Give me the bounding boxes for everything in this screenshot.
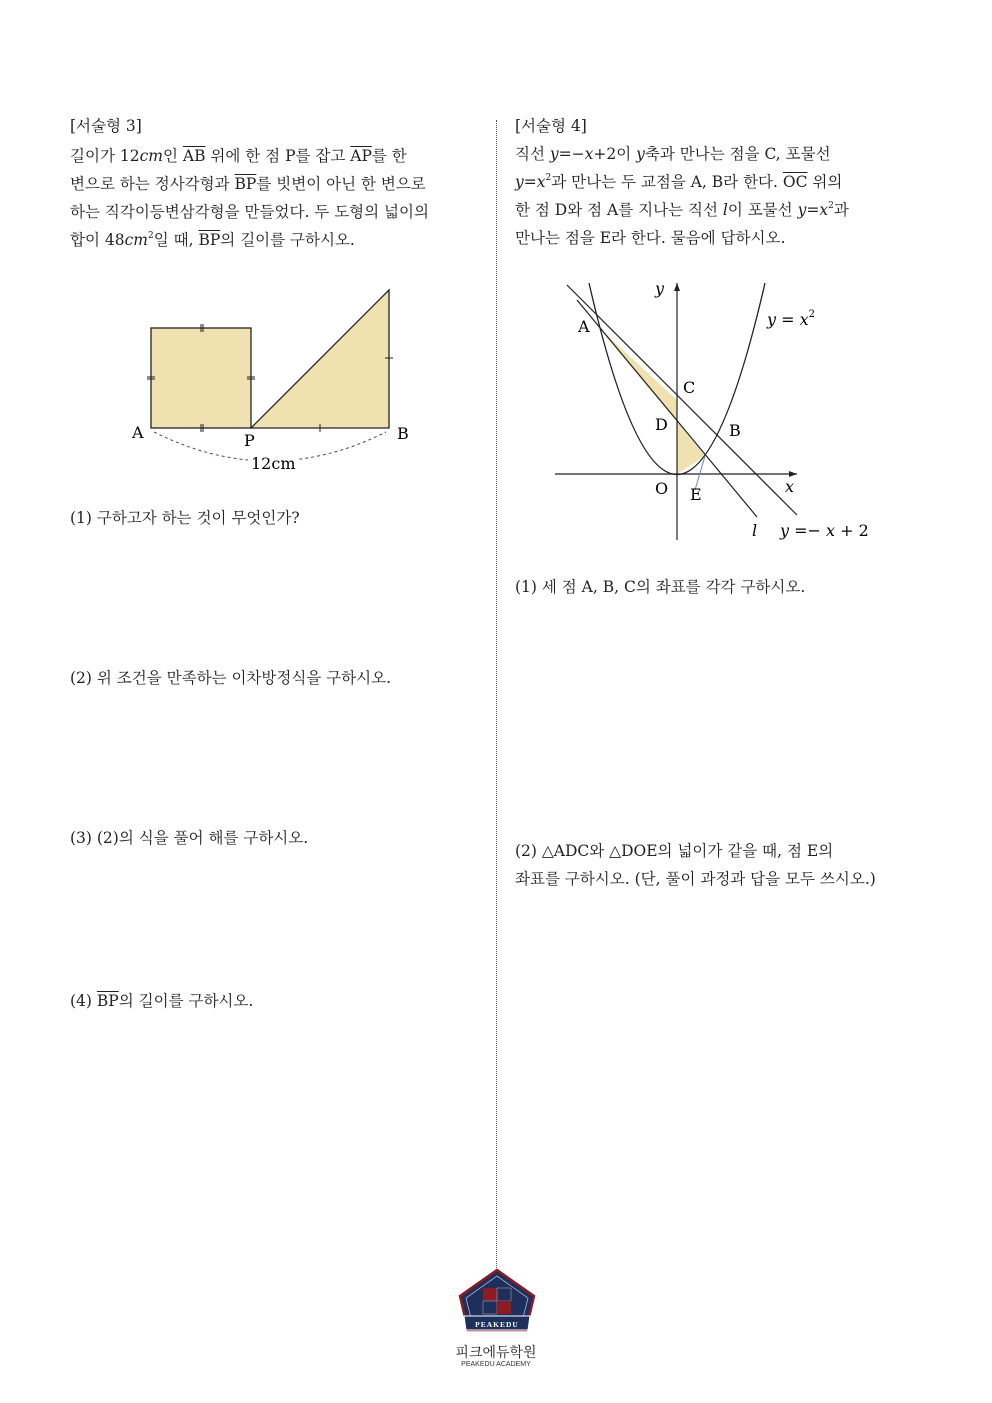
var: y xyxy=(636,145,645,163)
segment-bp: $\overline{BP}$ xyxy=(198,231,221,249)
point-a-label: A xyxy=(578,317,590,336)
text: 인 xyxy=(162,147,183,165)
var: x xyxy=(584,145,594,163)
text: 위의 xyxy=(807,173,843,191)
problem-4-heading: [서술형 4] xyxy=(515,117,587,135)
segment-ap: $\overline{AP}$ xyxy=(350,147,372,165)
text: =− xyxy=(558,145,585,163)
text: 의 길이를 구하시오. xyxy=(220,231,355,249)
label-b: B xyxy=(397,424,409,443)
unit: cm xyxy=(124,231,148,249)
text: 한 점 D와 점 A를 지나는 직선 xyxy=(515,201,723,219)
text: 과 xyxy=(833,201,849,219)
question-4-1: (1) 세 점 A, B, C의 좌표를 각각 구하시오. xyxy=(515,578,806,596)
line-l-label: l xyxy=(752,521,758,540)
text: 를 한 xyxy=(371,147,407,165)
var: y xyxy=(797,201,807,219)
var: l xyxy=(722,201,728,219)
point-c-label: C xyxy=(683,378,696,397)
text: 길이가 12 xyxy=(70,147,140,165)
peakedu-logo xyxy=(458,1268,536,1340)
label-a: A xyxy=(132,423,144,442)
text: 의 길이를 구하시오. xyxy=(118,992,254,1010)
origin-label: O xyxy=(655,479,669,498)
triangle-adc xyxy=(597,326,677,422)
academy-name-kr: 피크에듀학원 xyxy=(455,1344,537,1360)
var: x xyxy=(536,173,546,191)
question-4-2 xyxy=(515,837,876,893)
exponent: 2 xyxy=(148,231,154,241)
text: 위에 한 점 P를 잡고 xyxy=(205,147,351,165)
question-3-3: (3) (2)의 식을 풀어 해를 구하시오. xyxy=(70,829,309,847)
parabola-label: $y = x^2$ xyxy=(767,309,816,329)
question-line: 좌표를 구하시오. (단, 풀이 과정과 답을 모두 쓰시오.) xyxy=(515,870,876,888)
triangle-doe xyxy=(677,422,705,474)
text: 축과 만나는 점을 C, 포물선 xyxy=(644,145,831,163)
text: 변으로 하는 정사각형과 xyxy=(70,175,235,193)
segment-bp: $\overline{BP}$ xyxy=(96,992,119,1010)
exponent: 2 xyxy=(828,201,834,211)
segment-bp: $\overline{BP}$ xyxy=(234,175,257,193)
var: y xyxy=(549,145,559,163)
parabola-graph xyxy=(0,0,992,560)
text: (4) xyxy=(70,992,97,1010)
segment-ab: $\overline{AB}$ xyxy=(182,147,206,165)
point-e-label: E xyxy=(690,485,702,504)
text: = xyxy=(523,173,537,191)
text: 과 만나는 두 교점을 A, B라 한다. xyxy=(551,173,783,191)
question-3-2: (2) 위 조건을 만족하는 이차방정식을 구하시오. xyxy=(70,669,392,687)
text: 일 때, xyxy=(153,231,199,249)
problem-3-heading: [서술형 3] xyxy=(70,117,142,135)
unit: cm xyxy=(139,147,163,165)
text: 합이 48 xyxy=(70,231,125,249)
exponent: 2 xyxy=(545,173,552,183)
text: = xyxy=(806,201,820,219)
label-p: P xyxy=(244,431,255,450)
point-d-label: D xyxy=(655,415,668,434)
logo-text: PEAKEDU xyxy=(475,1320,519,1329)
question-line: (2) △ADC와 △DOE의 넓이가 같을 때, 점 E의 xyxy=(515,842,834,860)
point-b-label: B xyxy=(729,421,741,440)
segment-oc: $\overline{OC}$ xyxy=(782,173,808,191)
var: x xyxy=(819,201,829,219)
text: 직선 xyxy=(515,145,550,163)
question-3-1: (1) 구하고자 하는 것이 무엇인가? xyxy=(70,509,300,527)
text: +2이 xyxy=(593,145,637,163)
text: 를 빗변이 아닌 한 변으로 xyxy=(256,175,426,193)
line-y-neg-x-plus-2 xyxy=(567,285,797,515)
length-label: 12cm xyxy=(251,454,296,473)
problem-line: 하는 직각이등변삼각형을 만들었다. 두 도형의 넓이의 xyxy=(70,203,429,221)
problem-line: 만나는 점을 E라 한다. 물음에 답하시오. xyxy=(515,229,786,247)
text: 이 포물선 xyxy=(727,201,798,219)
academy-name-en: PEAKEDU ACADEMY xyxy=(461,1361,531,1368)
line-label: y =− x + 2 xyxy=(780,521,869,540)
x-axis-label: x xyxy=(785,477,795,496)
y-axis-label: y xyxy=(655,279,665,298)
var: y xyxy=(515,173,524,191)
question-3-4 xyxy=(70,989,253,1011)
